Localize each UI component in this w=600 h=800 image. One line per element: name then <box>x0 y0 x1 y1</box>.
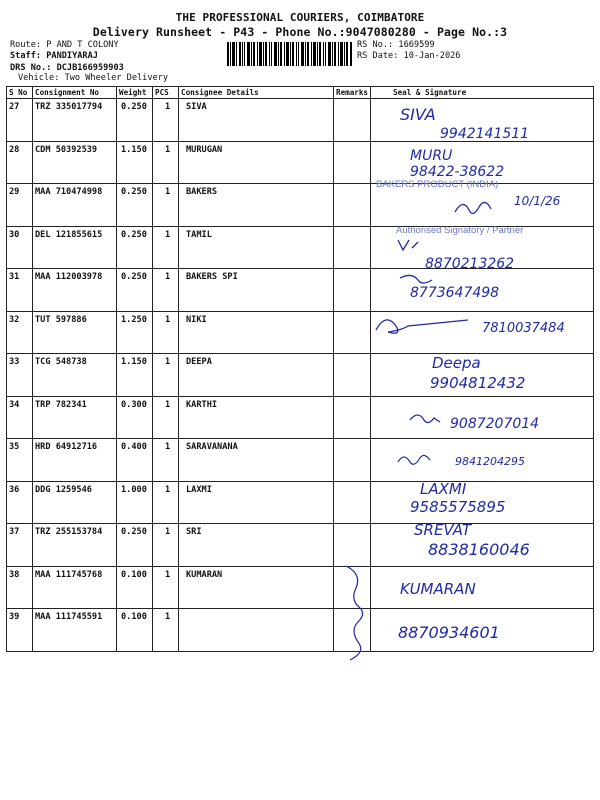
row-weight: 0.250 <box>121 102 147 112</box>
row-pcs: 1 <box>165 144 171 155</box>
row-sno: 31 <box>9 272 20 282</box>
stamp-signatory: Authorised Signatory / Partner <box>396 225 524 236</box>
row-pcs: 1 <box>165 399 171 410</box>
row-weight: 0.100 <box>121 612 147 622</box>
row-consignee: LAXMI <box>186 484 212 495</box>
rs-date: RS Date: 10-Jan-2026 <box>357 51 461 61</box>
r35-signature-scribble <box>398 455 430 464</box>
col-seal-header: Seal & Signature <box>393 88 467 97</box>
row-sno: 27 <box>9 102 20 112</box>
table-hline <box>6 141 593 142</box>
row-pcs: 1 <box>165 569 171 580</box>
row-consignee: BAKERS SPI <box>186 272 238 282</box>
row-weight: 1.150 <box>121 357 147 367</box>
hw-r30-phone: 8870213262 <box>425 256 515 272</box>
table-hline <box>6 651 593 652</box>
row-consignment-no: MAA 710474998 <box>35 187 103 197</box>
row-sno: 33 <box>9 357 20 367</box>
row-pcs: 1 <box>165 229 171 240</box>
row-pcs: 1 <box>165 612 171 622</box>
row-consignee: SARAVANANA <box>186 442 238 452</box>
row-sno: 35 <box>9 442 20 452</box>
row-consignment-no: DEL 121855615 <box>35 229 103 240</box>
row-pcs: 1 <box>165 102 171 112</box>
hw-r28-phone: 98422-38622 <box>410 164 505 180</box>
rs-number: RS No.: 1669599 <box>357 40 435 50</box>
col-weight-header: Weight <box>119 88 147 97</box>
row-pcs: 1 <box>165 272 171 282</box>
row-pcs: 1 <box>165 442 171 452</box>
table-hline <box>6 98 593 99</box>
hw-r32-phone: 7810037484 <box>482 321 565 336</box>
table-hline <box>6 608 593 609</box>
row-weight: 0.400 <box>121 442 147 452</box>
table-hline <box>6 226 593 227</box>
hw-r38-name: KUMARAN <box>400 580 476 598</box>
row-pcs: 1 <box>165 484 171 495</box>
hw-r34-phone: 9087207014 <box>450 416 540 432</box>
row-consignment-no: HRD 64912716 <box>35 442 98 452</box>
hw-r36-name: LAXMI <box>420 480 467 498</box>
row-consignment-no: CDM 50392539 <box>35 144 98 155</box>
row-weight: 1.250 <box>121 314 147 325</box>
row-consignee: SRI <box>186 527 202 537</box>
table-hline <box>6 268 593 269</box>
hw-r37-phone: 8838160046 <box>428 540 530 559</box>
row-pcs: 1 <box>165 527 171 537</box>
row-consignee: NIKI <box>186 314 207 325</box>
table-hline <box>6 353 593 354</box>
r31-signature-scribble <box>400 275 432 283</box>
table-hline <box>6 523 593 524</box>
col-pcs-header: PCS <box>155 88 169 97</box>
row-consignment-no: MAA 111745591 <box>35 612 103 622</box>
row-consignment-no: TRP 782341 <box>35 399 87 410</box>
row-weight: 0.300 <box>121 399 147 410</box>
col-consignee-header: Consignee Details <box>181 88 259 97</box>
row-consignee: KUMARAN <box>186 569 223 580</box>
table-hline <box>6 183 593 184</box>
row-weight: 0.250 <box>121 272 147 282</box>
row-consignment-no: TRZ 335017794 <box>35 102 103 112</box>
r38-bracket-scribble <box>346 566 363 660</box>
table-hline <box>6 566 593 567</box>
table-hline <box>6 311 593 312</box>
staff-label: Staff: PANDIYARAJ <box>10 51 98 61</box>
row-consignee: KARTHI <box>186 399 218 410</box>
row-sno: 39 <box>9 612 20 622</box>
row-consignment-no: TCG 548738 <box>35 357 87 367</box>
row-sno: 30 <box>9 229 20 240</box>
row-consignee: TAMIL <box>186 229 212 240</box>
table-vline <box>593 86 594 651</box>
hw-r29-date: 10/1/26 <box>514 194 561 208</box>
hw-r37-name: SREVAT <box>414 521 471 539</box>
row-consignment-no: MAA 111745768 <box>35 569 103 580</box>
hw-r35-phone: 9841204295 <box>455 455 525 468</box>
r32-signature-scribble <box>376 320 468 333</box>
barcode <box>227 42 352 66</box>
row-pcs: 1 <box>165 314 171 325</box>
row-consignment-no: TRZ 255153784 <box>35 527 103 537</box>
route-label: Route: P AND T COLONY <box>10 40 119 50</box>
row-sno: 36 <box>9 484 20 495</box>
hw-r33-phone: 9904812432 <box>430 374 526 392</box>
row-pcs: 1 <box>165 357 171 367</box>
row-weight: 0.100 <box>121 569 147 580</box>
row-consignment-no: DDG 1259546 <box>35 484 92 495</box>
row-pcs: 1 <box>165 187 171 197</box>
hw-r27-name: SIVA <box>400 105 436 124</box>
row-weight: 0.250 <box>121 229 147 240</box>
r30-signature-scribble <box>398 240 418 250</box>
col-remarks-header: Remarks <box>336 88 369 97</box>
r29-signature-scribble <box>455 202 491 213</box>
vehicle-label: Vehicle: Two Wheeler Delivery <box>18 73 169 83</box>
row-consignee: DEEPA <box>186 357 212 367</box>
col-consignment-header: Consignment No <box>35 88 100 97</box>
hw-r33-name: Deepa <box>432 354 481 372</box>
drs-number: DRS No.: DCJB166959903 <box>10 63 124 73</box>
row-weight: 1.150 <box>121 144 147 155</box>
table-hline <box>6 396 593 397</box>
row-consignee: SIVA <box>186 102 207 112</box>
hw-r27-phone: 9942141511 <box>440 126 530 142</box>
table-hline <box>6 86 593 87</box>
stamp-company: BAKERS PRODUCT (INDIA) <box>376 179 499 190</box>
row-sno: 34 <box>9 399 20 410</box>
col-sno-header: S No <box>9 88 28 97</box>
r34-signature-scribble <box>410 415 440 423</box>
row-sno: 38 <box>9 569 20 580</box>
hw-r31-phone: 8773647498 <box>410 285 500 301</box>
row-sno: 37 <box>9 527 20 537</box>
row-weight: 0.250 <box>121 527 147 537</box>
table-hline <box>6 438 593 439</box>
row-consignment-no: TUT 597886 <box>35 314 87 325</box>
row-consignment-no: MAA 112003978 <box>35 272 103 282</box>
row-consignee: MURUGAN <box>186 144 223 155</box>
row-sno: 29 <box>9 187 20 197</box>
runsheet-title: Delivery Runsheet - P43 - Phone No.:9047080280 - Page No.:3 <box>92 25 508 39</box>
hw-r36-phone: 9585575895 <box>410 498 506 516</box>
row-sno: 28 <box>9 144 20 155</box>
hw-r39-phone: 8870934601 <box>398 623 500 642</box>
company-title: THE PROFESSIONAL COURIERS, COIMBATORE <box>175 11 425 24</box>
hw-r28-name: MURU <box>410 148 453 164</box>
row-sno: 32 <box>9 314 20 325</box>
row-weight: 0.250 <box>121 187 147 197</box>
row-consignee: BAKERS <box>186 187 218 197</box>
row-weight: 1.000 <box>121 484 147 495</box>
table-hline <box>6 481 593 482</box>
